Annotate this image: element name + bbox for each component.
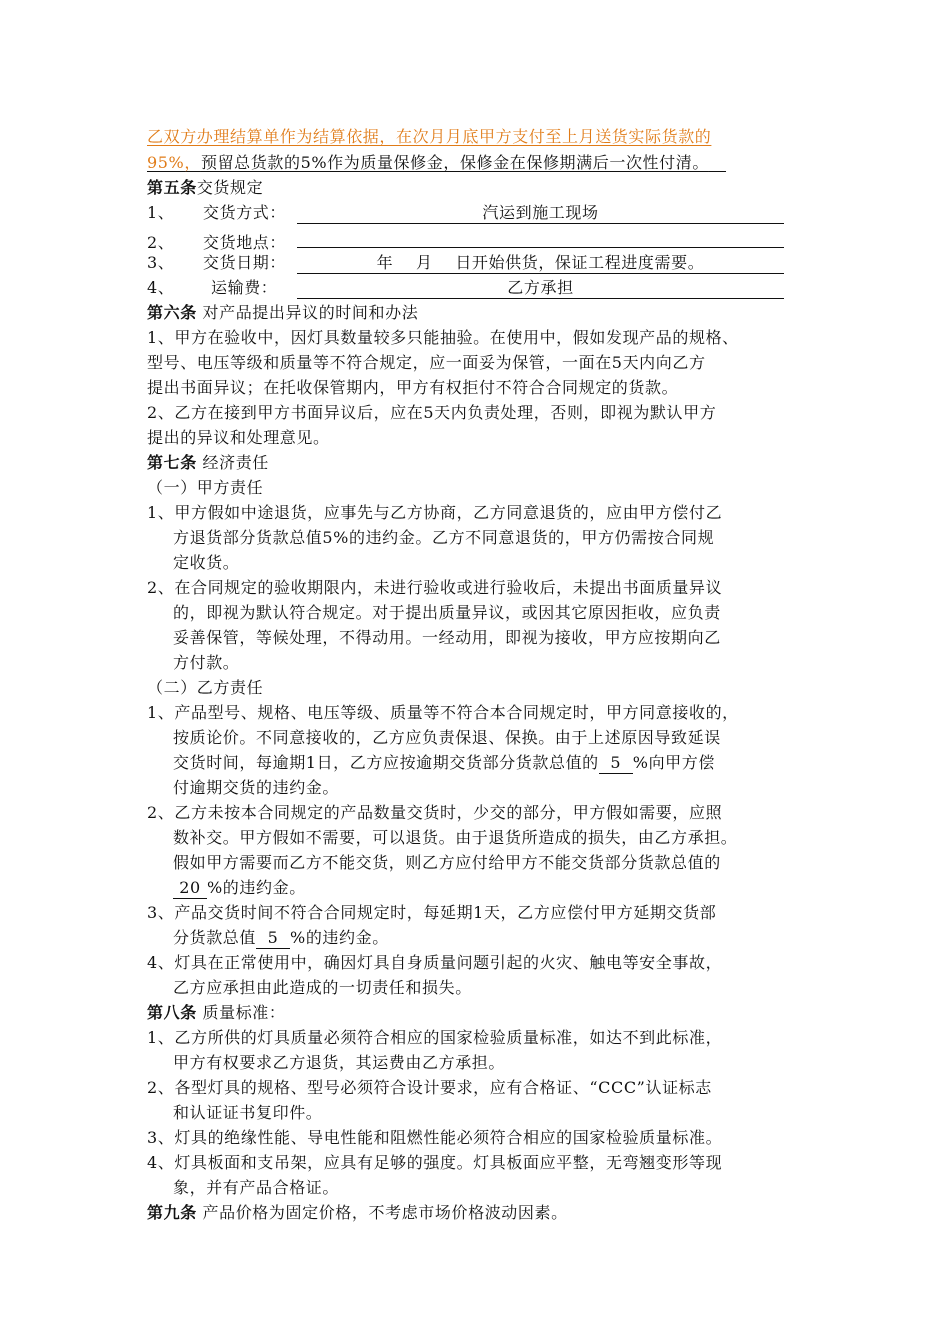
item-number: 3、 <box>147 253 175 272</box>
penalty-percent-blank: 5 <box>256 928 290 949</box>
payment-line-1: 乙双方办理结算单作为结算依据，在次月月底甲方支付至上月送货实际货款的 <box>147 127 712 146</box>
article-6-line: 提出书面异议；在托收保管期内，甲方有权拒付不符合合同规定的货款。 <box>147 378 679 397</box>
article-5-title: 交货规定 <box>196 178 264 197</box>
article-6-line: 提出的异议和处理意见。 <box>147 428 330 447</box>
party-b-clause-line: 2、乙方未按本合同规定的产品数量交货时，少交的部分，甲方假如需要，应照 <box>147 803 723 822</box>
item-number: 4、 <box>147 278 175 297</box>
article-6-title: 对产品提出异议的时间和办法 <box>196 303 419 322</box>
party-b-clause-line: 按质论价。不同意接收的，乙方应负责保退、保换。由于上述原因导致延误 <box>173 728 721 747</box>
party-a-clause-line: 定收货。 <box>173 553 240 572</box>
delivery-place-value <box>297 227 784 248</box>
article-8-title: 质量标准： <box>196 1003 286 1022</box>
payment-line-2 <box>147 152 726 174</box>
article-8-line: 2、各型灯具的规格、型号必须符合设计要求，应有合格证、“CCC”认证标志 <box>147 1078 712 1097</box>
party-b-clause-line <box>173 752 715 774</box>
clause-text: %的违约金。 <box>207 878 306 897</box>
article-9-number: 第九条 <box>147 1203 197 1222</box>
penalty-percent-blank: 20 <box>173 878 207 899</box>
party-b-clause-line <box>173 927 389 949</box>
article-5-heading <box>147 177 263 199</box>
article-6-line: 2、乙方在接到甲方书面异议后，应在5天内负责处理，否则，即视为默认甲方 <box>147 403 717 422</box>
party-a-clause-line: 1、甲方假如中途退货，应事先与乙方协商，乙方同意退货的，应由甲方偿付乙 <box>147 503 723 522</box>
shipping-cost-value: 乙方承担 <box>297 278 784 299</box>
delivery-method-row <box>147 202 784 224</box>
delivery-method-label: 交货方式： <box>203 203 287 222</box>
clause-text: 交货时间，每逾期1日，乙方应按逾期交货部分货款总值的 <box>173 753 599 772</box>
article-6-line: 1、甲方在验收中，因灯具数量较多只能抽验。在使用中，假如发现产品的规格、 <box>147 328 739 347</box>
delivery-date-row <box>147 252 784 274</box>
party-a-clause-line: 的，即视为默认符合规定。对于提出质量异议，或因其它原因拒收，应负责 <box>173 603 721 622</box>
article-8-line: 和认证证书复印件。 <box>173 1103 323 1122</box>
party-b-clause-line <box>173 877 306 899</box>
delivery-method-value: 汽运到施工现场 <box>297 203 784 224</box>
clause-text: %的违约金。 <box>290 928 389 947</box>
payment-line-2-rest: 预留总货款的5%作为质量保修金，保修金在保修期满后一次性付清。 <box>200 153 709 172</box>
delivery-place-label: 交货地点： <box>203 233 287 252</box>
article-8-line: 4、灯具板面和支吊架，应具有足够的强度。灯具板面应平整，无弯翘变形等现 <box>147 1153 723 1172</box>
party-b-clause-line: 数补交。甲方假如不需要，可以退货。由于退货所造成的损失，由乙方承担。 <box>173 828 738 847</box>
article-9-heading <box>147 1202 568 1224</box>
party-b-clause-line: 4、灯具在正常使用中，确因灯具自身质量问题引起的火灾、触电等安全事故， <box>147 953 723 972</box>
party-a-clause-line: 2、在合同规定的验收期限内，未进行验收或进行验收后，未提出书面质量异议 <box>147 578 723 597</box>
article-7-number: 第七条 <box>147 453 197 472</box>
item-number: 2、 <box>147 233 175 252</box>
clause-text: %向甲方偿 <box>632 753 715 772</box>
article-8-line: 甲方有权要求乙方退货，其运费由乙方承担。 <box>173 1053 506 1072</box>
party-b-liability-heading: （二）乙方责任 <box>147 678 264 697</box>
delivery-place-row <box>147 227 784 254</box>
party-b-clause-line: 乙方应承担由此造成的一切责任和损失。 <box>173 978 472 997</box>
party-b-clause-line: 假如甲方需要而乙方不能交货，则乙方应付给甲方不能交货部分货款总值的 <box>173 853 721 872</box>
article-8-number: 第八条 <box>147 1003 197 1022</box>
party-a-liability-heading: （一）甲方责任 <box>147 478 264 497</box>
shipping-cost-row <box>147 277 784 299</box>
party-b-clause-line: 3、产品交货时间不符合合同规定时，每延期1天，乙方应偿付甲方延期交货部 <box>147 903 717 922</box>
article-9-text: 产品价格为固定价格，不考虑市场价格波动因素。 <box>196 1203 568 1222</box>
article-8-line: 1、乙方所供的灯具质量必须符合相应的国家检验质量标准，如达不到此标准， <box>147 1028 723 1047</box>
article-7-title: 经济责任 <box>196 453 269 472</box>
delivery-date-label: 交货日期： <box>203 253 287 272</box>
article-7-heading <box>147 452 269 474</box>
article-6-number: 第六条 <box>147 303 197 322</box>
item-number: 1、 <box>147 203 175 222</box>
delivery-date-value: 年 月 日开始供货，保证工程进度需要。 <box>297 253 784 274</box>
clause-text: 分货款总值 <box>173 928 257 947</box>
shipping-cost-label: 运输费： <box>211 278 278 297</box>
party-b-clause-line: 1、产品型号、规格、电压等级、质量等不符合本合同规定时，甲方同意接收的， <box>147 703 739 722</box>
article-6-line: 型号、电压等级和质量等不符合规定，应一面妥为保管，一面在5天内向乙方 <box>147 353 706 372</box>
party-a-clause-line: 方付款。 <box>173 653 240 672</box>
article-8-heading <box>147 1002 286 1024</box>
penalty-percent-blank: 5 <box>599 753 633 774</box>
article-8-line: 3、灯具的绝缘性能、导电性能和阻燃性能必须符合相应的国家检验质量标准。 <box>147 1128 723 1147</box>
party-a-clause-line: 妥善保管，等候处理，不得动用。一经动用，即视为接收，甲方应按期向乙 <box>173 628 721 647</box>
article-6-heading <box>147 302 418 324</box>
party-b-clause-line: 付逾期交货的违约金。 <box>173 778 340 797</box>
article-5-number: 第五条 <box>147 178 197 197</box>
payment-percent: 95%， <box>147 153 201 172</box>
article-8-line: 象，并有产品合格证。 <box>173 1178 340 1197</box>
party-a-clause-line: 方退货部分货款总值5%的违约金。乙方不同意退货的，甲方仍需按合同规 <box>173 528 715 547</box>
